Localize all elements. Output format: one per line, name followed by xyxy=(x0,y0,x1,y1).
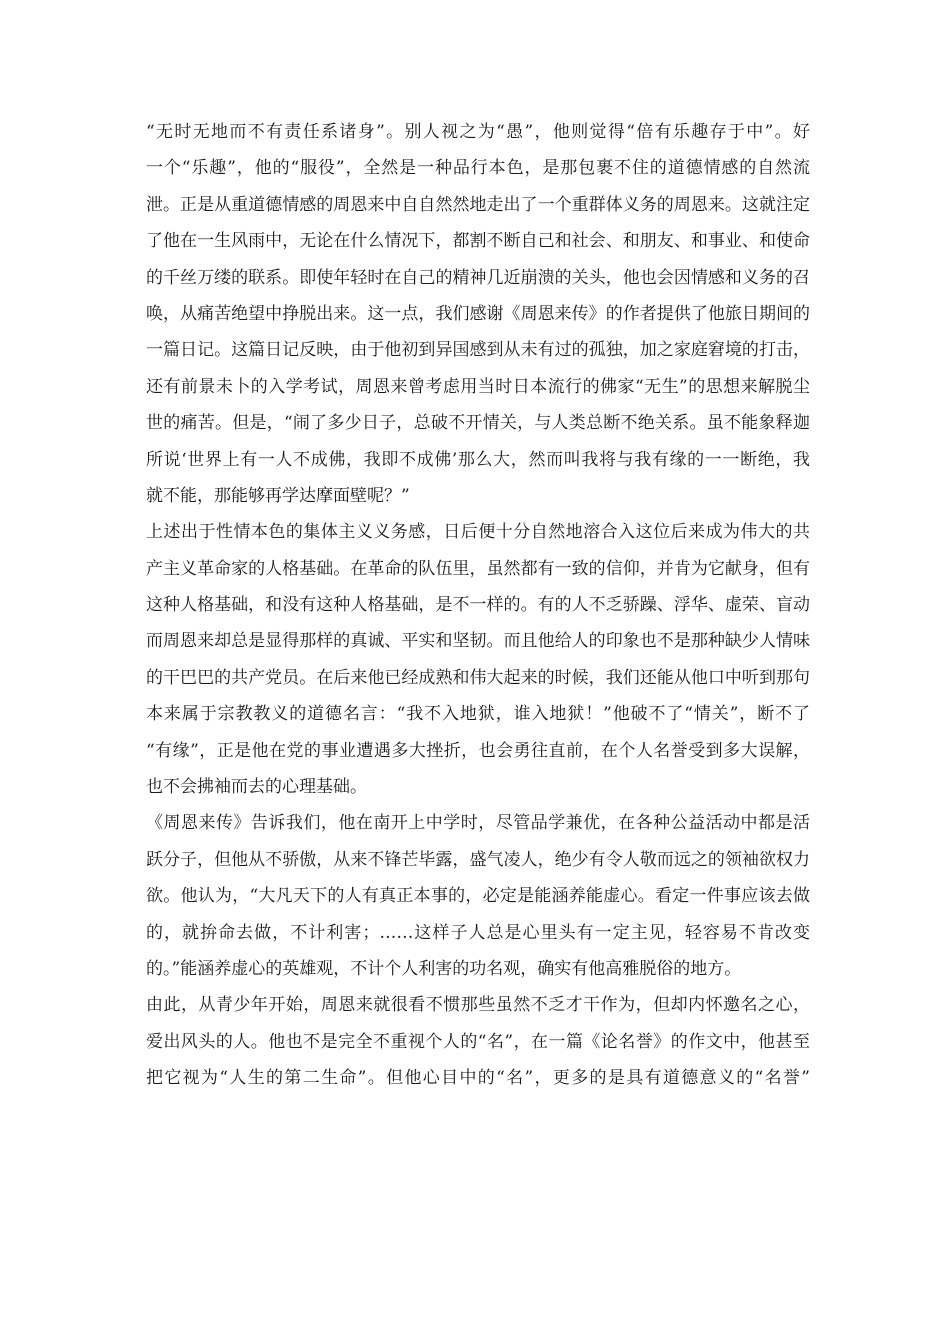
text-line: 而周恩来却总是显得那样的真诚、平实和坚韧。而且他给人的印象也不是那种缺少人情味 xyxy=(146,631,810,652)
text-line: 就不能，那能够再学达摩面壁呢？” xyxy=(146,485,410,506)
text-line: 一篇日记。这篇日记反映，由于他初到异国感到从未有过的孤独，加之家庭窘境的打击， xyxy=(146,340,810,361)
body-text xyxy=(146,114,810,1097)
text-line: 爱出风头的人。他也不是完全不重视个人的“名”，在一篇《论名誉》的作文中，他甚至 xyxy=(146,1031,810,1052)
text-line: 的，就拚命去做，不计利害；……这样子人总是心里头有一定主见，轻容易不肯改变 xyxy=(146,922,810,943)
text-line: 世的痛苦。但是，“闹了多少日子，总破不开情关，与人类总断不绝关系。虽不能象释迦 xyxy=(146,413,810,434)
text-line: “无时无地而不有责任系诸身”。别人视之为“愚”，他则觉得“倍有乐趣存于中”。好 xyxy=(146,122,810,142)
text-line: 唤，从痛苦绝望中挣脱出来。这一点，我们感谢《周恩来传》的作者提供了他旅日期间的 xyxy=(146,303,810,324)
text-line: 把它视为“人生的第二生命”。但他心目中的“名”，更多的是具有道德意义的“名誉” xyxy=(146,1068,810,1089)
text-line: 了他在一生风雨中，无论在什么情况下，都割不断自己和社会、和朋友、和事业、和使命 xyxy=(146,231,810,252)
text-line: 本来属于宗教教义的道德名言：“我不入地狱，谁入地狱！”他破不了“情关”，断不了 xyxy=(146,704,810,725)
text-line: 产主义革命家的人格基础。在革命的队伍里，虽然都有一致的信仰，并肯为它献身，但有 xyxy=(146,558,810,579)
text-line: 《周恩来传》告诉我们，他在南开上中学时，尽管品学兼优，在各种公益活动中都是活 xyxy=(146,813,810,834)
text-line: 上述出于性情本色的集体主义义务感，日后便十分自然地溶合入这位后来成为伟大的共 xyxy=(146,522,810,543)
text-line: 由此，从青少年开始，周恩来就很看不惯那些虽然不乏才干作为，但却内怀邀名之心， xyxy=(146,995,810,1016)
text-line: 跃分子，但他从不骄傲，从来不锋芒毕露，盛气凌人，绝少有令人敬而远之的领袖欲权力 xyxy=(146,849,810,870)
text-line: 也不会拂袖而去的心理基础。 xyxy=(146,777,367,798)
text-line: 的干巴巴的共产党员。在后来他已经成熟和伟大起来的时候，我们还能从他口中听到那句 xyxy=(146,667,810,688)
text-line: 的。”能涵养虚心的英雄观，不计个人利害的功名观，确实有他高雅脱俗的地方。 xyxy=(146,958,742,979)
text-line: 这种人格基础，和没有这种人格基础，是不一样的。有的人不乏骄躁、浮华、虚荣、盲动 xyxy=(146,595,810,616)
text-line: 泄。正是从重道德情感的周恩来中自自然然地走出了一个重群体义务的周恩来。这就注定 xyxy=(146,194,810,215)
text-line: 一个“乐趣”，他的“服役”，全然是一种品行本色，是那包裹不住的道德情感的自然流 xyxy=(146,158,810,179)
text-line: 的千丝万缕的联系。即使年轻时在自己的精神几近崩溃的关头，他也会因情感和义务的召 xyxy=(146,267,810,288)
text-line: 欲。他认为，“大凡天下的人有真正本事的，必定是能涵养能虚心。看定一件事应该去做 xyxy=(146,886,810,907)
text-line: 还有前景未卜的入学考试，周恩来曾考虑用当时日本流行的佛家“无生”的思想来解脱尘 xyxy=(146,376,810,397)
text-line: “有缘”，正是他在党的事业遭遇多大挫折，也会勇往直前，在个人名誉受到多大误解， xyxy=(146,740,810,761)
text-line: 所说‘世界上有一人不成佛，我即不成佛’那么大，然而叫我将与我有缘的一一断绝，我 xyxy=(146,449,810,470)
